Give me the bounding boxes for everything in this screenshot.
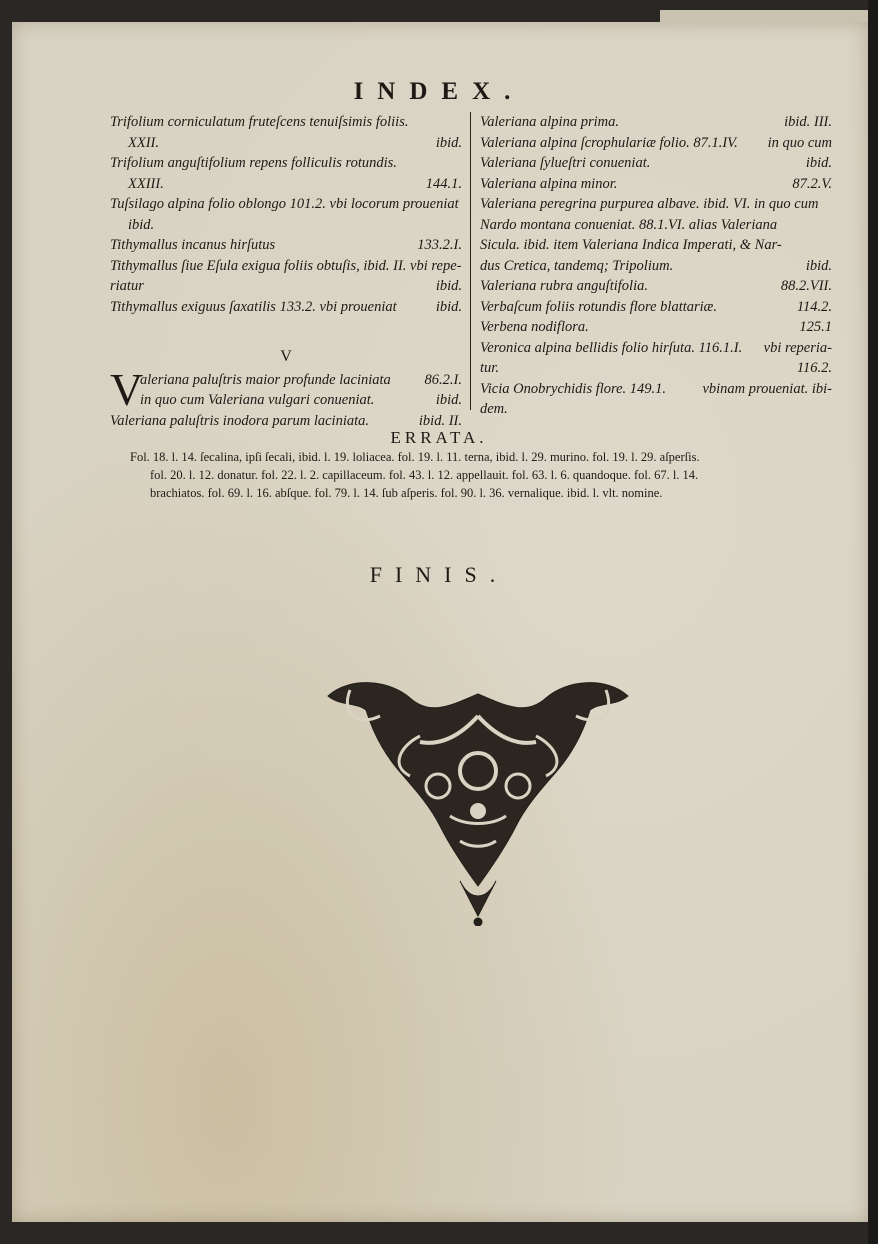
entry-text: in quo cum Valeriana vulgari conueniat. bbox=[140, 392, 375, 408]
index-entry bbox=[480, 215, 832, 236]
index-entry bbox=[480, 174, 832, 195]
index-entry bbox=[110, 194, 462, 235]
entry-text: Verbena nodiflora. bbox=[480, 319, 589, 335]
entry-reference: 116.2. bbox=[796, 360, 832, 376]
entry-text: Vicia Onobrychidis flore. 149.1. bbox=[480, 380, 667, 397]
entry-text: Valeriana peregrina purpurea albave. ibid. VI. in quo cum bbox=[480, 196, 819, 212]
entry-text: Tithymallus exiguus ſaxatilis 133.2. vbi proueniat bbox=[110, 298, 397, 315]
index-entry bbox=[110, 153, 462, 194]
index-entry bbox=[480, 379, 832, 400]
entry-reference: vbinam proueniat. ibi- bbox=[702, 380, 832, 397]
entry-text: Nardo montana conueniat. 88.1.VI. alias Valeriana bbox=[480, 216, 778, 233]
dropcap-block bbox=[110, 363, 462, 415]
entry-text: Valeriana alpina ſcrophulariæ folio. 87.1.IV. bbox=[480, 134, 738, 151]
entry-continuation: XXII. bbox=[128, 134, 159, 151]
index-entry bbox=[480, 112, 832, 133]
index-entry bbox=[480, 194, 832, 215]
entry-reference: ibid. II. bbox=[418, 412, 462, 429]
index-entry bbox=[480, 276, 832, 297]
index-entry bbox=[140, 370, 462, 391]
entry-reference: 114.2. bbox=[796, 298, 832, 315]
index-entry bbox=[140, 390, 462, 411]
entry-reference: 144.1. bbox=[425, 175, 462, 192]
entry-reference: vbi reperia- bbox=[763, 339, 832, 356]
entry-reference: ibid. bbox=[435, 134, 462, 151]
entry-text: Valeriana ſylueſtri conueniat. bbox=[480, 155, 651, 171]
entry-text: Veronica alpina bellidis folio hirſuta. 116.1.I. bbox=[480, 339, 743, 356]
entry-text: Tithymallus incanus hirſutus bbox=[110, 237, 276, 253]
index-entry bbox=[480, 297, 832, 318]
errata-line: brachiatos. fol. 69. l. 16. abſque. fol. 79. l. 14. ſub aſperis. fol. 90. l. 36. vernalique. ibid. l. vlt. nomine. bbox=[150, 486, 663, 500]
entry-text: Trifolium corniculatum fruteſcens tenuiſsimis foliis. bbox=[110, 114, 409, 130]
entry-reference: 88.2.VII. bbox=[780, 278, 832, 294]
entry-text: Sicula. ibid. item Valeriana Indica Imperati, & Nar- bbox=[480, 237, 782, 253]
entry-reference: 86.2.I. bbox=[424, 371, 462, 388]
entry-continuation: XXIII. bbox=[128, 175, 164, 192]
entry-text: dus Cretica, tandemq; Tripolium. bbox=[480, 257, 674, 274]
column-divider bbox=[470, 112, 471, 410]
index-entry bbox=[480, 256, 832, 277]
entry-reference: ibid. III. bbox=[784, 114, 832, 130]
entry-text: Trifolium anguſtifolium repens folliculis rotundis. bbox=[110, 155, 397, 171]
index-entry bbox=[480, 358, 832, 379]
entry-reference: in quo cum bbox=[767, 134, 832, 151]
section-letter: V bbox=[280, 348, 292, 365]
entry-text: tur. bbox=[480, 360, 499, 376]
index-left-column bbox=[110, 112, 462, 431]
finis-heading: FINIS. bbox=[369, 562, 509, 587]
index-entry bbox=[480, 399, 832, 420]
entry-reference: 125.1 bbox=[799, 319, 832, 335]
entry-reference: ibid. bbox=[805, 257, 832, 274]
entry-text: Tuſsilago alpina folio oblongo 101.2. vbi locorum proueniat bbox=[110, 196, 459, 212]
book-edge bbox=[868, 0, 878, 1244]
entry-reference: 133.2.I. bbox=[417, 237, 462, 253]
entry-reference: ibid. bbox=[435, 298, 462, 315]
entry-text: aleriana paluſtris maior profunde laciniata bbox=[140, 371, 391, 388]
index-entry bbox=[110, 276, 462, 297]
index-entry bbox=[110, 235, 462, 256]
index-entry bbox=[110, 256, 462, 277]
errata-title: ERRATA. bbox=[390, 428, 488, 447]
index-entry bbox=[480, 338, 832, 359]
printers-ornament bbox=[320, 676, 636, 926]
index-entry bbox=[480, 133, 832, 154]
page-title: INDEX. bbox=[353, 78, 525, 105]
entry-text: Valeriana paluſtris inodora parum laciniata. bbox=[110, 412, 369, 429]
index-entry bbox=[480, 235, 832, 256]
errata-list bbox=[130, 448, 810, 502]
entry-text: riatur bbox=[110, 278, 144, 294]
entry-text: dem. bbox=[480, 401, 508, 417]
entry-text: Valeriana alpina prima. bbox=[480, 114, 619, 130]
index-entry bbox=[110, 112, 462, 153]
entry-continuation: ibid. bbox=[128, 216, 155, 233]
entry-text: Valeriana rubra anguſtifolia. bbox=[480, 278, 648, 294]
entry-reference: ibid. bbox=[435, 278, 462, 294]
dropcap-letter: V bbox=[110, 363, 144, 415]
errata-line: Fol. 18. l. 14. ſecalina, ipſi ſecali, ibid. l. 19. loliacea. fol. 19. l. 11. terna, ibid. l. 29. murino. fol. 19. l. 29. aſperſis. bbox=[130, 450, 700, 464]
entry-reference: ibid. bbox=[805, 155, 832, 171]
index-right-column bbox=[480, 112, 832, 420]
entry-text: Tithymallus ſiue Eſula exigua foliis obtuſis, ibid. II. vbi repe- bbox=[110, 257, 462, 274]
index-entry bbox=[110, 297, 462, 318]
errata-line: fol. 20. l. 12. donatur. fol. 22. l. 2. capillaceum. fol. 43. l. 12. appellauit. fol. 63. l. 6. quandoque. fol. 67. l. 14. bbox=[150, 468, 699, 482]
index-entry bbox=[480, 153, 832, 174]
index-entry bbox=[480, 317, 832, 338]
entry-reference: 87.2.V. bbox=[792, 175, 832, 192]
entry-reference: ibid. bbox=[435, 392, 462, 408]
entry-text: Verbaſcum foliis rotundis flore blattariæ. bbox=[480, 298, 717, 315]
entry-text: Valeriana alpina minor. bbox=[480, 175, 618, 192]
